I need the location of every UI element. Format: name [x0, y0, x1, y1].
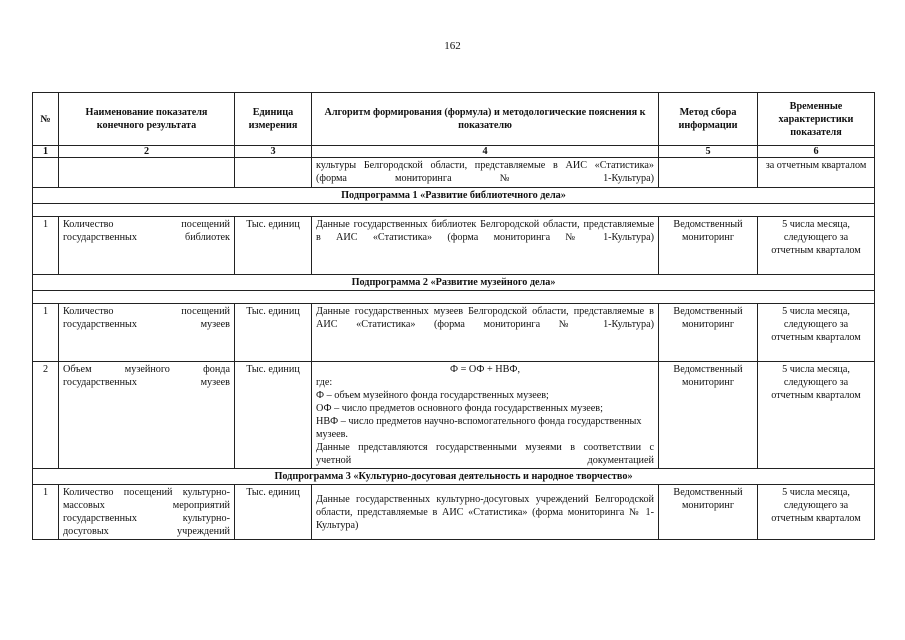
timing: 5 числа месяца, следующего за отчетным кварталом — [758, 304, 875, 362]
header-unit: Единица измерения — [235, 93, 312, 146]
algorithm: Данные государственных культурно-досуговых учреждений Белгородской области, представляемые в АИС «Статистика» (форма мониторинга № 1-Культура) — [312, 485, 659, 540]
collection-method: Ведомственный мониторинг — [659, 217, 758, 275]
formula-where: где: — [316, 377, 333, 388]
row-number: 1 — [33, 217, 59, 275]
collection-method: Ведомственный мониторинг — [659, 304, 758, 362]
row-number: 2 — [33, 362, 59, 469]
subprogram-2-title: Подпрограмма 2 «Развитие музейного дела» — [33, 275, 875, 291]
formula-note: Данные представляются государственными музеями в соответствии с учетной документацией — [316, 442, 654, 466]
indicator-name: Объем музейного фонда государственных музеев — [59, 362, 235, 469]
formula-definition: Ф – объем музейного фонда государственных музеев; — [316, 390, 549, 401]
table-row — [33, 362, 875, 469]
formula-definition: НВФ – число предметов научно-вспомогательного фонда государственных музеев. — [316, 416, 642, 440]
page-number: 162 — [444, 40, 461, 52]
header-indicator-name: Наименование показателя конечного результата — [59, 93, 235, 146]
continuation-row — [33, 158, 875, 188]
column-number: 2 — [59, 146, 235, 158]
table-header-row — [33, 93, 875, 146]
indicator-name: Количество посещений государственных музеев — [59, 304, 235, 362]
column-number: 6 — [758, 146, 875, 158]
column-number: 5 — [659, 146, 758, 158]
collection-method: Ведомственный мониторинг — [659, 485, 758, 540]
subprogram-1-title-row — [33, 188, 875, 204]
unit: Тыс. единиц — [235, 362, 312, 469]
column-number-row — [33, 146, 875, 158]
collection-method: Ведомственный мониторинг — [659, 362, 758, 469]
subprogram-3-title-row — [33, 469, 875, 485]
table-row — [33, 217, 875, 275]
header-method: Метод сбора информации — [659, 93, 758, 146]
row-number: 1 — [33, 485, 59, 540]
algorithm: Данные государственных библиотек Белгородской области, представляемые в АИС «Статистика» (форма мониторинга № 1-Культура) — [312, 217, 659, 275]
unit: Тыс. единиц — [235, 304, 312, 362]
algorithm: Данные государственных музеев Белгородской области, представляемые в АИС «Статистика» (форма мониторинга № 1-Культура) — [312, 304, 659, 362]
column-number: 3 — [235, 146, 312, 158]
unit: Тыс. единиц — [235, 217, 312, 275]
continuation-timing: за отчетным кварталом — [758, 158, 875, 188]
formula: Ф = ОФ + НВФ, — [449, 364, 520, 375]
timing: 5 числа месяца, следующего за отчетным кварталом — [758, 362, 875, 469]
indicators-table — [32, 92, 875, 540]
timing: 5 числа месяца, следующего за отчетным кварталом — [758, 217, 875, 275]
formula-definition: ОФ – число предметов основного фонда государственных музеев; — [316, 403, 603, 414]
column-number: 4 — [312, 146, 659, 158]
continuation-algorithm: культуры Белгородской области, представляемые в АИС «Статистика» (форма мониторинга № 1-Культура) — [312, 158, 659, 188]
row-number: 1 — [33, 304, 59, 362]
column-number: 1 — [33, 146, 59, 158]
header-algorithm: Алгоритм формирования (формула) и методологические пояснения к показателю — [312, 93, 659, 146]
indicator-name: Количество посещений государственных библиотек — [59, 217, 235, 275]
subprogram-1-title: Подпрограмма 1 «Развитие библиотечного дела» — [33, 188, 875, 204]
algorithm — [312, 362, 659, 469]
subprogram-2-title-row — [33, 275, 875, 291]
unit: Тыс. единиц — [235, 485, 312, 540]
indicator-name: Количество посещений культурно-массовых мероприятий государственных культурно-досуговых учреждений — [59, 485, 235, 540]
header-number: № — [33, 93, 59, 146]
table-row — [33, 485, 875, 540]
table-row — [33, 304, 875, 362]
subprogram-3-title: Подпрограмма 3 «Культурно-досуговая деятельность и народное творчество» — [33, 469, 875, 485]
header-timing: Временные характеристики показателя — [758, 93, 875, 146]
timing: 5 числа месяца, следующего за отчетным кварталом — [758, 485, 875, 540]
